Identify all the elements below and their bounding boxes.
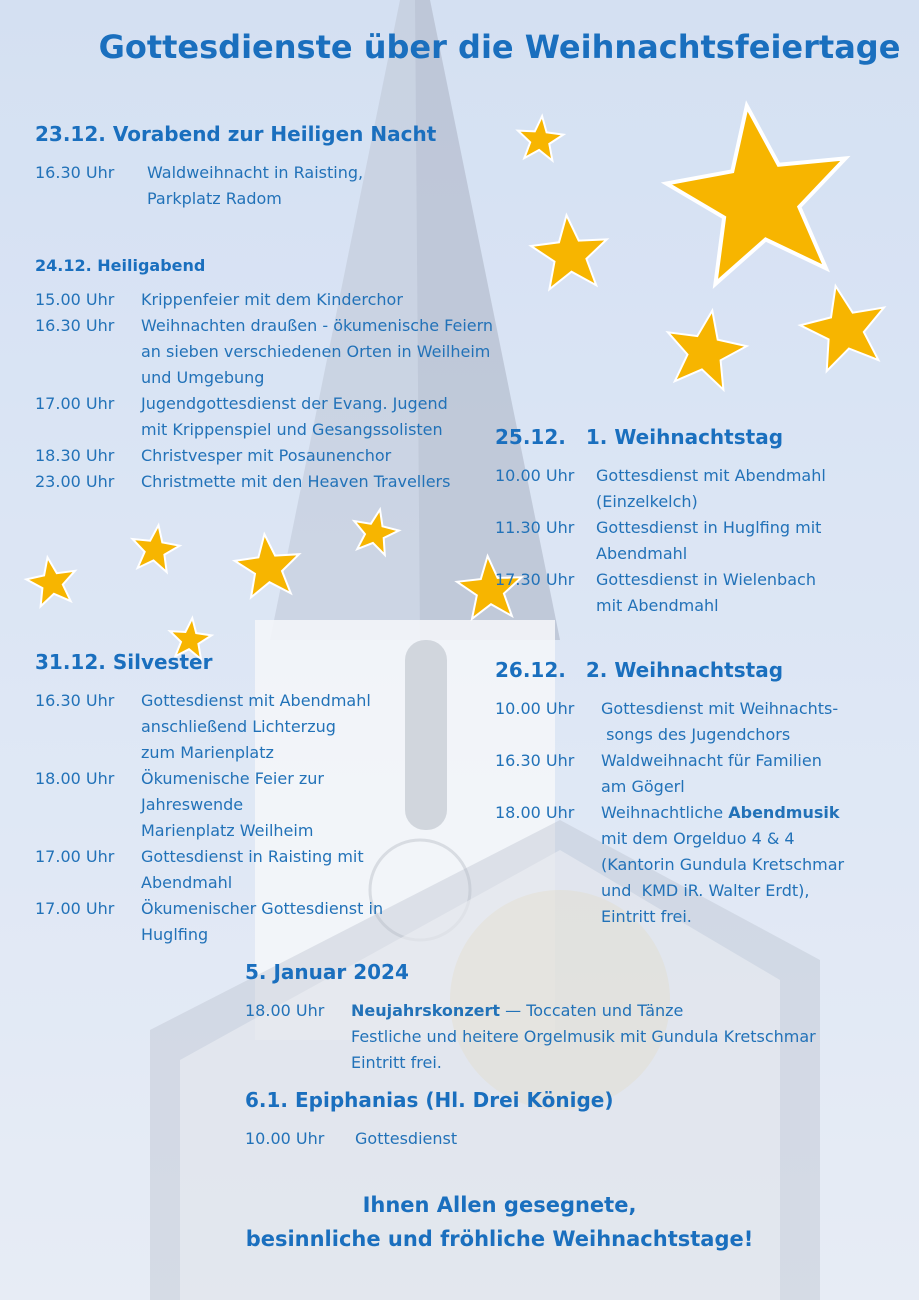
event-item (35, 391, 535, 443)
event-list (35, 287, 535, 495)
event-description: Eintritt frei. (601, 907, 692, 926)
event-description: mit Krippenspiel und Gesangssolisten (141, 420, 443, 439)
event-item (35, 443, 535, 469)
event-highlight: Abendmusik (728, 803, 840, 822)
event-item (245, 998, 895, 1076)
event-description: Abendmahl (596, 544, 688, 563)
event-list (495, 696, 905, 930)
event-time: 16.30 Uhr (35, 163, 115, 182)
event-list (35, 160, 505, 212)
event-item (495, 463, 895, 515)
section-2-weihnachtstag (495, 658, 905, 930)
event-time: 17.00 Uhr (35, 394, 115, 413)
event-description: zum Marienplatz (141, 743, 274, 762)
section-heading: 1. Weihnachtstag (585, 425, 784, 449)
event-item (35, 766, 475, 844)
event-item (35, 160, 505, 212)
section-heading: 5. Januar 2024 (245, 960, 409, 984)
section-heading: 2. Weihnachtstag (585, 658, 784, 682)
event-description: Marienplatz Weilheim (141, 821, 314, 840)
section-silvester (35, 650, 475, 948)
event-time: 16.30 Uhr (495, 751, 575, 770)
event-description: Gottesdienst in Wielenbach (596, 570, 816, 589)
section-5-januar (245, 960, 895, 1076)
event-description: Abendmahl (141, 873, 233, 892)
event-description: Huglfing (141, 925, 209, 944)
event-description: Weihnachten draußen - ökumenische Feiern (141, 316, 494, 335)
event-description: Ökumenische Feier zur (141, 769, 324, 788)
event-item (495, 748, 905, 800)
event-description: Gottesdienst (355, 1129, 458, 1148)
event-item (245, 1126, 895, 1152)
event-item (35, 896, 475, 948)
event-list (495, 463, 895, 619)
event-item (35, 688, 475, 766)
event-highlight: Neujahrskonzert (351, 1001, 501, 1020)
event-description: und KMD iR. Walter Erdt), (601, 881, 810, 900)
event-item (35, 469, 535, 495)
event-description: Ökumenischer Gottesdienst in (141, 899, 384, 918)
event-description: mit Abendmahl (596, 596, 719, 615)
closing-greeting (0, 1188, 919, 1256)
event-description: an sieben verschiedenen Orten in Weilheim (141, 342, 491, 361)
event-description: Waldweihnacht in Raisting, (147, 163, 364, 182)
section-date: 25.12. (495, 425, 566, 449)
event-list (35, 688, 475, 948)
event-item (35, 313, 535, 391)
event-item (495, 696, 905, 748)
section-vorabend (35, 122, 505, 212)
event-description: Gottesdienst mit Abendmahl (596, 466, 826, 485)
section-1-weihnachtstag (495, 425, 895, 619)
event-description: songs des Jugendchors (601, 725, 791, 744)
event-description: Gottesdienst in Huglfing mit (596, 518, 822, 537)
section-heading: 23.12. Vorabend zur Heiligen Nacht (35, 122, 437, 146)
section-heiligabend (35, 256, 535, 495)
closing-line: Ihnen Allen gesegnete, (362, 1193, 637, 1217)
event-time: 15.00 Uhr (35, 290, 115, 309)
event-time: 16.30 Uhr (35, 691, 115, 710)
section-date: 26.12. (495, 658, 566, 682)
event-description: Gottesdienst mit Weihnachts- (601, 699, 839, 718)
page-title: Gottesdienste über die Weihnachtsfeiertage (98, 28, 901, 66)
section-heading: 24.12. Heiligabend (35, 256, 206, 275)
event-description: Christvesper mit Posaunenchor (141, 446, 392, 465)
event-description: Jahreswende (141, 795, 244, 814)
event-description: anschließend Lichterzug (141, 717, 336, 736)
section-heading: 31.12. Silvester (35, 650, 213, 674)
event-description: Eintritt frei. (351, 1053, 442, 1072)
event-description: (Kantorin Gundula Kretschmar (601, 855, 845, 874)
event-time: 16.30 Uhr (35, 316, 115, 335)
event-time: 10.00 Uhr (495, 466, 575, 485)
event-time: 18.00 Uhr (35, 769, 115, 788)
event-time: 17.00 Uhr (35, 899, 115, 918)
event-description: Weihnachtliche (601, 803, 729, 822)
event-description: Krippenfeier mit dem Kinderchor (141, 290, 403, 309)
event-time: 10.00 Uhr (495, 699, 575, 718)
event-time: 18.00 Uhr (245, 1001, 325, 1020)
event-time: 11.30 Uhr (495, 518, 575, 537)
event-description: mit dem Orgelduo 4 & 4 (601, 829, 795, 848)
event-time: 18.30 Uhr (35, 446, 115, 465)
event-description: Christmette mit den Heaven Travellers (141, 472, 451, 491)
section-epiphanias (245, 1088, 895, 1152)
event-description: Jugendgottesdienst der Evang. Jugend (141, 394, 448, 413)
event-time: 10.00 Uhr (245, 1129, 325, 1148)
closing-line: besinnliche und fröhliche Weihnachtstage! (245, 1227, 754, 1251)
section-heading: 6.1. Epiphanias (Hl. Drei Könige) (245, 1088, 614, 1112)
event-description: Gottesdienst mit Abendmahl (141, 691, 371, 710)
event-description: am Gögerl (601, 777, 685, 796)
event-description: — Toccaten und Tänze (500, 1001, 684, 1020)
event-description: Parkplatz Radom (147, 189, 282, 208)
event-item (495, 567, 895, 619)
event-description: und Umgebung (141, 368, 265, 387)
event-item (495, 515, 895, 567)
event-item (495, 800, 905, 930)
event-description: Gottesdienst in Raisting mit (141, 847, 364, 866)
event-item (35, 287, 535, 313)
event-time: 17.00 Uhr (35, 847, 115, 866)
event-time: 17.30 Uhr (495, 570, 575, 589)
event-time: 18.00 Uhr (495, 803, 575, 822)
event-item (35, 844, 475, 896)
event-description: (Einzelkelch) (596, 492, 698, 511)
event-description: Waldweihnacht für Familien (601, 751, 822, 770)
event-description: Festliche und heitere Orgelmusik mit Gundula Kretschmar (351, 1027, 816, 1046)
event-time: 23.00 Uhr (35, 472, 115, 491)
